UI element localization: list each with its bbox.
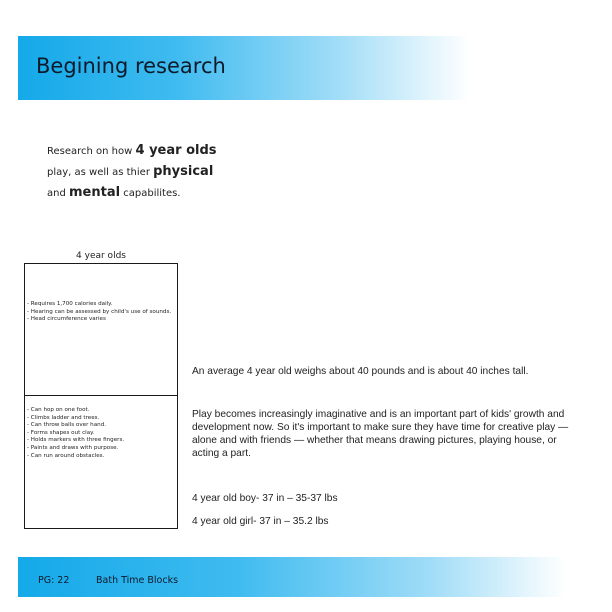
- intro-part-2: play, as well as thier: [47, 167, 154, 178]
- facts-box: [24, 263, 178, 529]
- box-label: 4 year olds: [76, 251, 126, 261]
- intro-emphasis-mental: mental: [69, 185, 121, 200]
- list-item: - Head circumference varies: [27, 316, 106, 323]
- list-item: - Holds markers with three fingers.: [27, 437, 125, 444]
- list-item: - Paints and draws with purpose.: [27, 444, 119, 451]
- list-item: - Hearing can be assessed by child's use of sounds.: [27, 308, 172, 315]
- box-divider: [25, 395, 177, 396]
- page-title: Begining research: [36, 54, 226, 78]
- intro-part-4: capabilites.: [120, 188, 181, 199]
- abilities-list: [27, 407, 175, 460]
- footer-band: [18, 557, 566, 597]
- intro-part-3: and: [47, 188, 69, 199]
- boy-stats: 4 year old boy- 37 in – 35-37 lbs: [192, 493, 338, 504]
- list-item: - Can throw balls over hand.: [27, 422, 107, 429]
- list-item: - Can hop on one foot.: [27, 407, 90, 413]
- list-item: - Can run around obstacles.: [27, 452, 105, 459]
- intro-emphasis-physical: physical: [153, 164, 214, 179]
- girl-stats: 4 year old girl- 37 in – 35.2 lbs: [192, 516, 329, 527]
- page-number: PG: 22: [38, 575, 70, 586]
- header-band: [18, 36, 470, 100]
- intro-part-1: Research on how: [47, 146, 136, 157]
- weight-height-paragraph: An average 4 year old weighs about 40 pounds and is about 40 inches tall.: [192, 366, 529, 377]
- list-item: - Climbs ladder and trees.: [27, 414, 100, 421]
- play-paragraph: Play becomes increasingly imaginative and is an important part of kids' growth and development now. So it's important to make sure they have time for creative play — alone and with friends — whether that means drawing pictures, playing house, or acting a part.: [192, 409, 569, 459]
- intro-emphasis-age: 4 year olds: [135, 143, 217, 158]
- list-item: - Forms shapes out clay.: [27, 429, 95, 436]
- health-facts-list: [27, 301, 175, 324]
- intro-text: [47, 141, 307, 204]
- list-item: - Requires 1,700 calories daily.: [27, 301, 113, 307]
- project-name: Bath Time Blocks: [96, 575, 179, 586]
